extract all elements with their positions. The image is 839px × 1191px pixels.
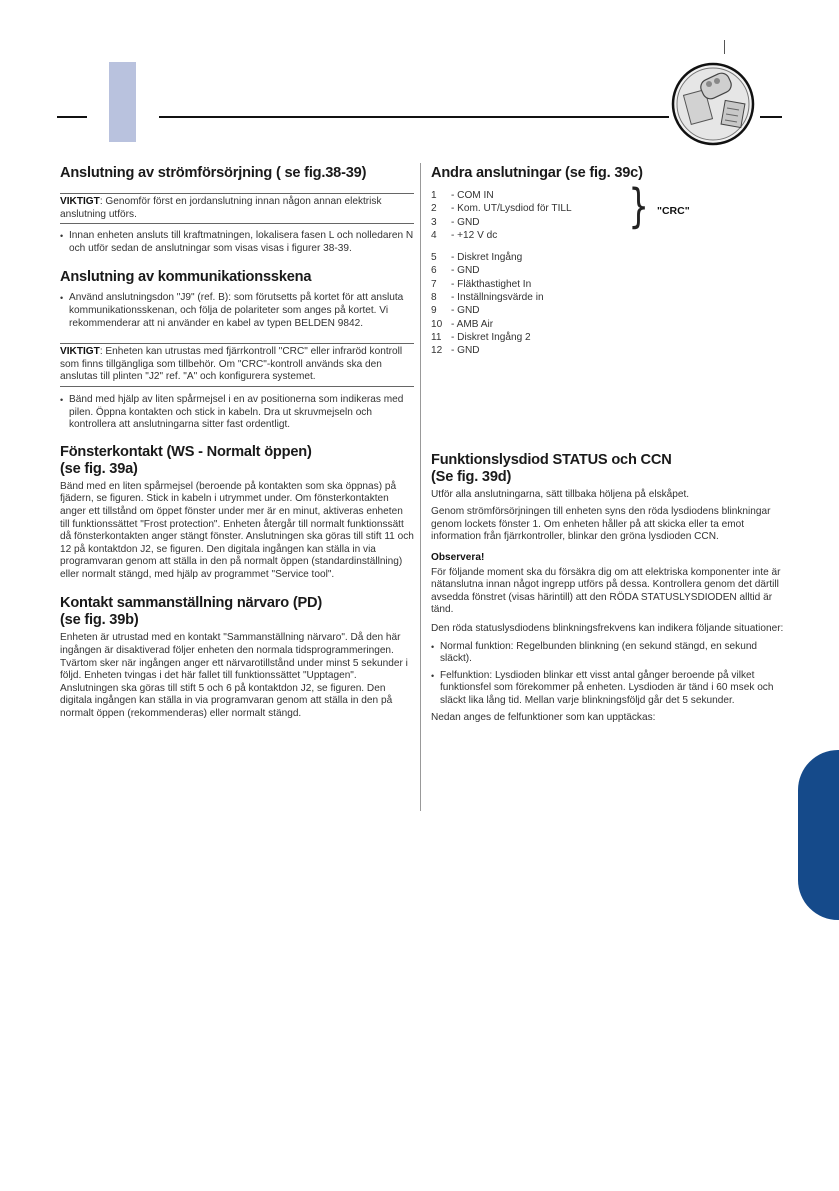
section-subtitle-presence: (se fig. 39b): [60, 612, 139, 629]
pin-row: 10 - AMB Air: [431, 318, 494, 330]
pin-row: 11 - Diskret Ingång 2: [431, 331, 531, 343]
section-title-presence: Kontakt sammanställning närvaro (PD): [60, 595, 323, 612]
crc-label: "CRC": [657, 205, 690, 217]
header-rule: [159, 116, 669, 118]
pin-row: 12 - GND: [431, 345, 480, 357]
column-divider: [420, 163, 421, 811]
note-important-ground: [60, 193, 414, 224]
status-led-intro: Utför alla anslutningarna, sätt tillbaka höljena på elskåpet.: [431, 488, 690, 500]
curly-brace-icon: }: [628, 179, 649, 233]
note-label: VIKTIGT: [60, 346, 100, 358]
chapter-side-tab: [798, 750, 839, 920]
pin-list-crc: [431, 189, 785, 242]
pin-row: 4 - +12 V dc: [431, 229, 498, 241]
pin-row: 5 - Diskret Ingång: [431, 252, 523, 264]
status-led-blink-text: Genom strömförsörjningen till enheten syns den röda lysdiodens blinkningar genom lockets fönster 1. Om enheten håller på att skicka eller ta emot information från fjärrkontroller, blinkar den gröna lysdioden CCN.: [431, 506, 771, 543]
bullet-normal-function: • Normal funktion: Regelbunden blinkning (en sekund stängd, en sekund släckt).: [431, 641, 785, 666]
header-tick: [724, 40, 725, 54]
chapter-marker-block: [109, 62, 136, 142]
pin-row: 8 - Inställningsvärde in: [431, 292, 544, 304]
section-title-status-led: Funktionslysdiod STATUS och CCN: [431, 451, 672, 468]
bullet-fault-function: • Felfunktion: Lysdioden blinkar ett visst antal gånger beroende på vilket funktionsfel som förekommer på enheten. Lysdioden är tänd i 60 msek och släckt lika lång tid. Mellan varje blinkningsföljd går det 5 sekunder.: [431, 670, 785, 708]
pin-row: 7 - Fläkthastighet In: [431, 278, 532, 290]
remote-control-thumbnail: [671, 62, 755, 146]
window-contact-text: Bänd med en liten spårmejsel (beroende på kontakten som ska öppnas) på fjädern, se figuren. Stick in kabeln i utrymmet under. Om fönsterkontakten anger ett tillstånd om öppet fönster under mer är en minut, aktiveras enheten till funktionssättet "Frost protection". Enheten återgår till normalt funktionssätt då fönsterkontakten anger stängt fönster. Anslutningen ska göras till stift 11 och 12 på kontaktdon J2, se figuren. Den digitala ingången kan ställa in via programvaran genom att ställa in den på normalt öppen (standardinställning) eller normalt stängd, med hjälp av programmet "Service tool".: [60, 480, 414, 580]
left-column: [60, 165, 414, 721]
fault-list-intro: Nedan anges de felfunktioner som kan upptäckas:: [431, 712, 656, 724]
header-rule-left: [57, 116, 87, 118]
note-label: VIKTIGT: [60, 196, 100, 207]
header-rule-right: [760, 116, 782, 118]
bullet-j9-connector: • Använd anslutningsdon "J9" (ref. B): som förutsetts på kortet för att ansluta kommunikationsskenan, och följa de polariteter som anges på kortet. Vi rekommenderar att ni använder en kabel av typen BELDEN 9842.: [60, 292, 414, 330]
note-important-crc: [60, 343, 414, 387]
pin-list-other: [431, 251, 785, 357]
section-title-other-connections: Andra anslutningar (se fig. 39c): [431, 165, 643, 181]
section-subtitle-status-led: (Se fig. 39d): [431, 468, 512, 485]
section-title-window-contact: Fönsterkontakt (WS - Normalt öppen): [60, 443, 312, 460]
note-text: : Enheten kan utrustas med fjärrkontroll "CRC" eller infraröd kontroll som finns tillgängliga som tillbehör. Om "CRC"-kontroll används ska den anslutas till plinten "J2" ref. "A" och konfigurera systemet.: [60, 346, 403, 383]
pin-row: 9 - GND: [431, 305, 480, 317]
pin-row: 2 - Kom. UT/Lysdiod för TILL: [431, 203, 572, 215]
blink-frequency-intro: Den röda statuslysdiodens blinkningsfrekvens kan indikera följande situationer:: [431, 622, 784, 634]
presence-contact-text: Enheten är utrustad med en kontakt "Sammanställning närvaro". Då den här ingången är disaktiverad följer enheten den normala tidsprogrammeringen. Tvärtom sker när ingången anger ett närvarotillstånd under minst 5 sekunder i följd. Enheten tvingas i det här fallet till funktionssättet "Upptagen". Anslutningen ska göras till stift 5 och 6 på kontaktdon J2, se figuren. Den digitala ingången kan ställa in via programvaran genom att ställa in den på normalt öppen (rekommenderas) eller normalt stängd.: [60, 632, 408, 720]
section-subtitle-window-contact: (se fig. 39a): [60, 460, 138, 477]
note-text: : Genomför först en jordanslutning innan någon annan elektrisk anslutning utförs.: [60, 196, 382, 220]
bullet-screwdriver: • Bänd med hjälp av liten spårmejsel i en av positionerna som indikeras med pilen. Öppna kontakten och stick in kabeln. Dra ut skruvmejseln och kontrollera att anslutningarna sitter fast ordentligt.: [60, 394, 414, 432]
bullet-phase-neutral: • Innan enheten ansluts till kraftmatningen, lokalisera fasen L och nolledaren N och utför sedan de anslutningar som visas visas i figurer 38-39.: [60, 230, 414, 255]
pin-row: 1 - COM IN: [431, 190, 494, 201]
observe-text: För följande moment ska du försäkra dig om att elektriska komponenter inte är nätanslutna innan något ingrepp utförs på dessa. Kontrollera genom det därtill avsedda fönstret (visas härintill) att den RÖDA STATUSLYSDIODEN alltid är tänd.: [431, 566, 781, 616]
observe-heading: Observera!: [431, 551, 485, 563]
section-title-power: Anslutning av strömförsörjning ( se fig.38-39): [60, 165, 367, 181]
right-column: [431, 165, 785, 725]
pin-row: 6 - GND: [431, 265, 480, 277]
pin-row: 3 - GND: [431, 216, 480, 228]
section-title-comm-bus: Anslutning av kommunikationsskena: [60, 269, 312, 286]
